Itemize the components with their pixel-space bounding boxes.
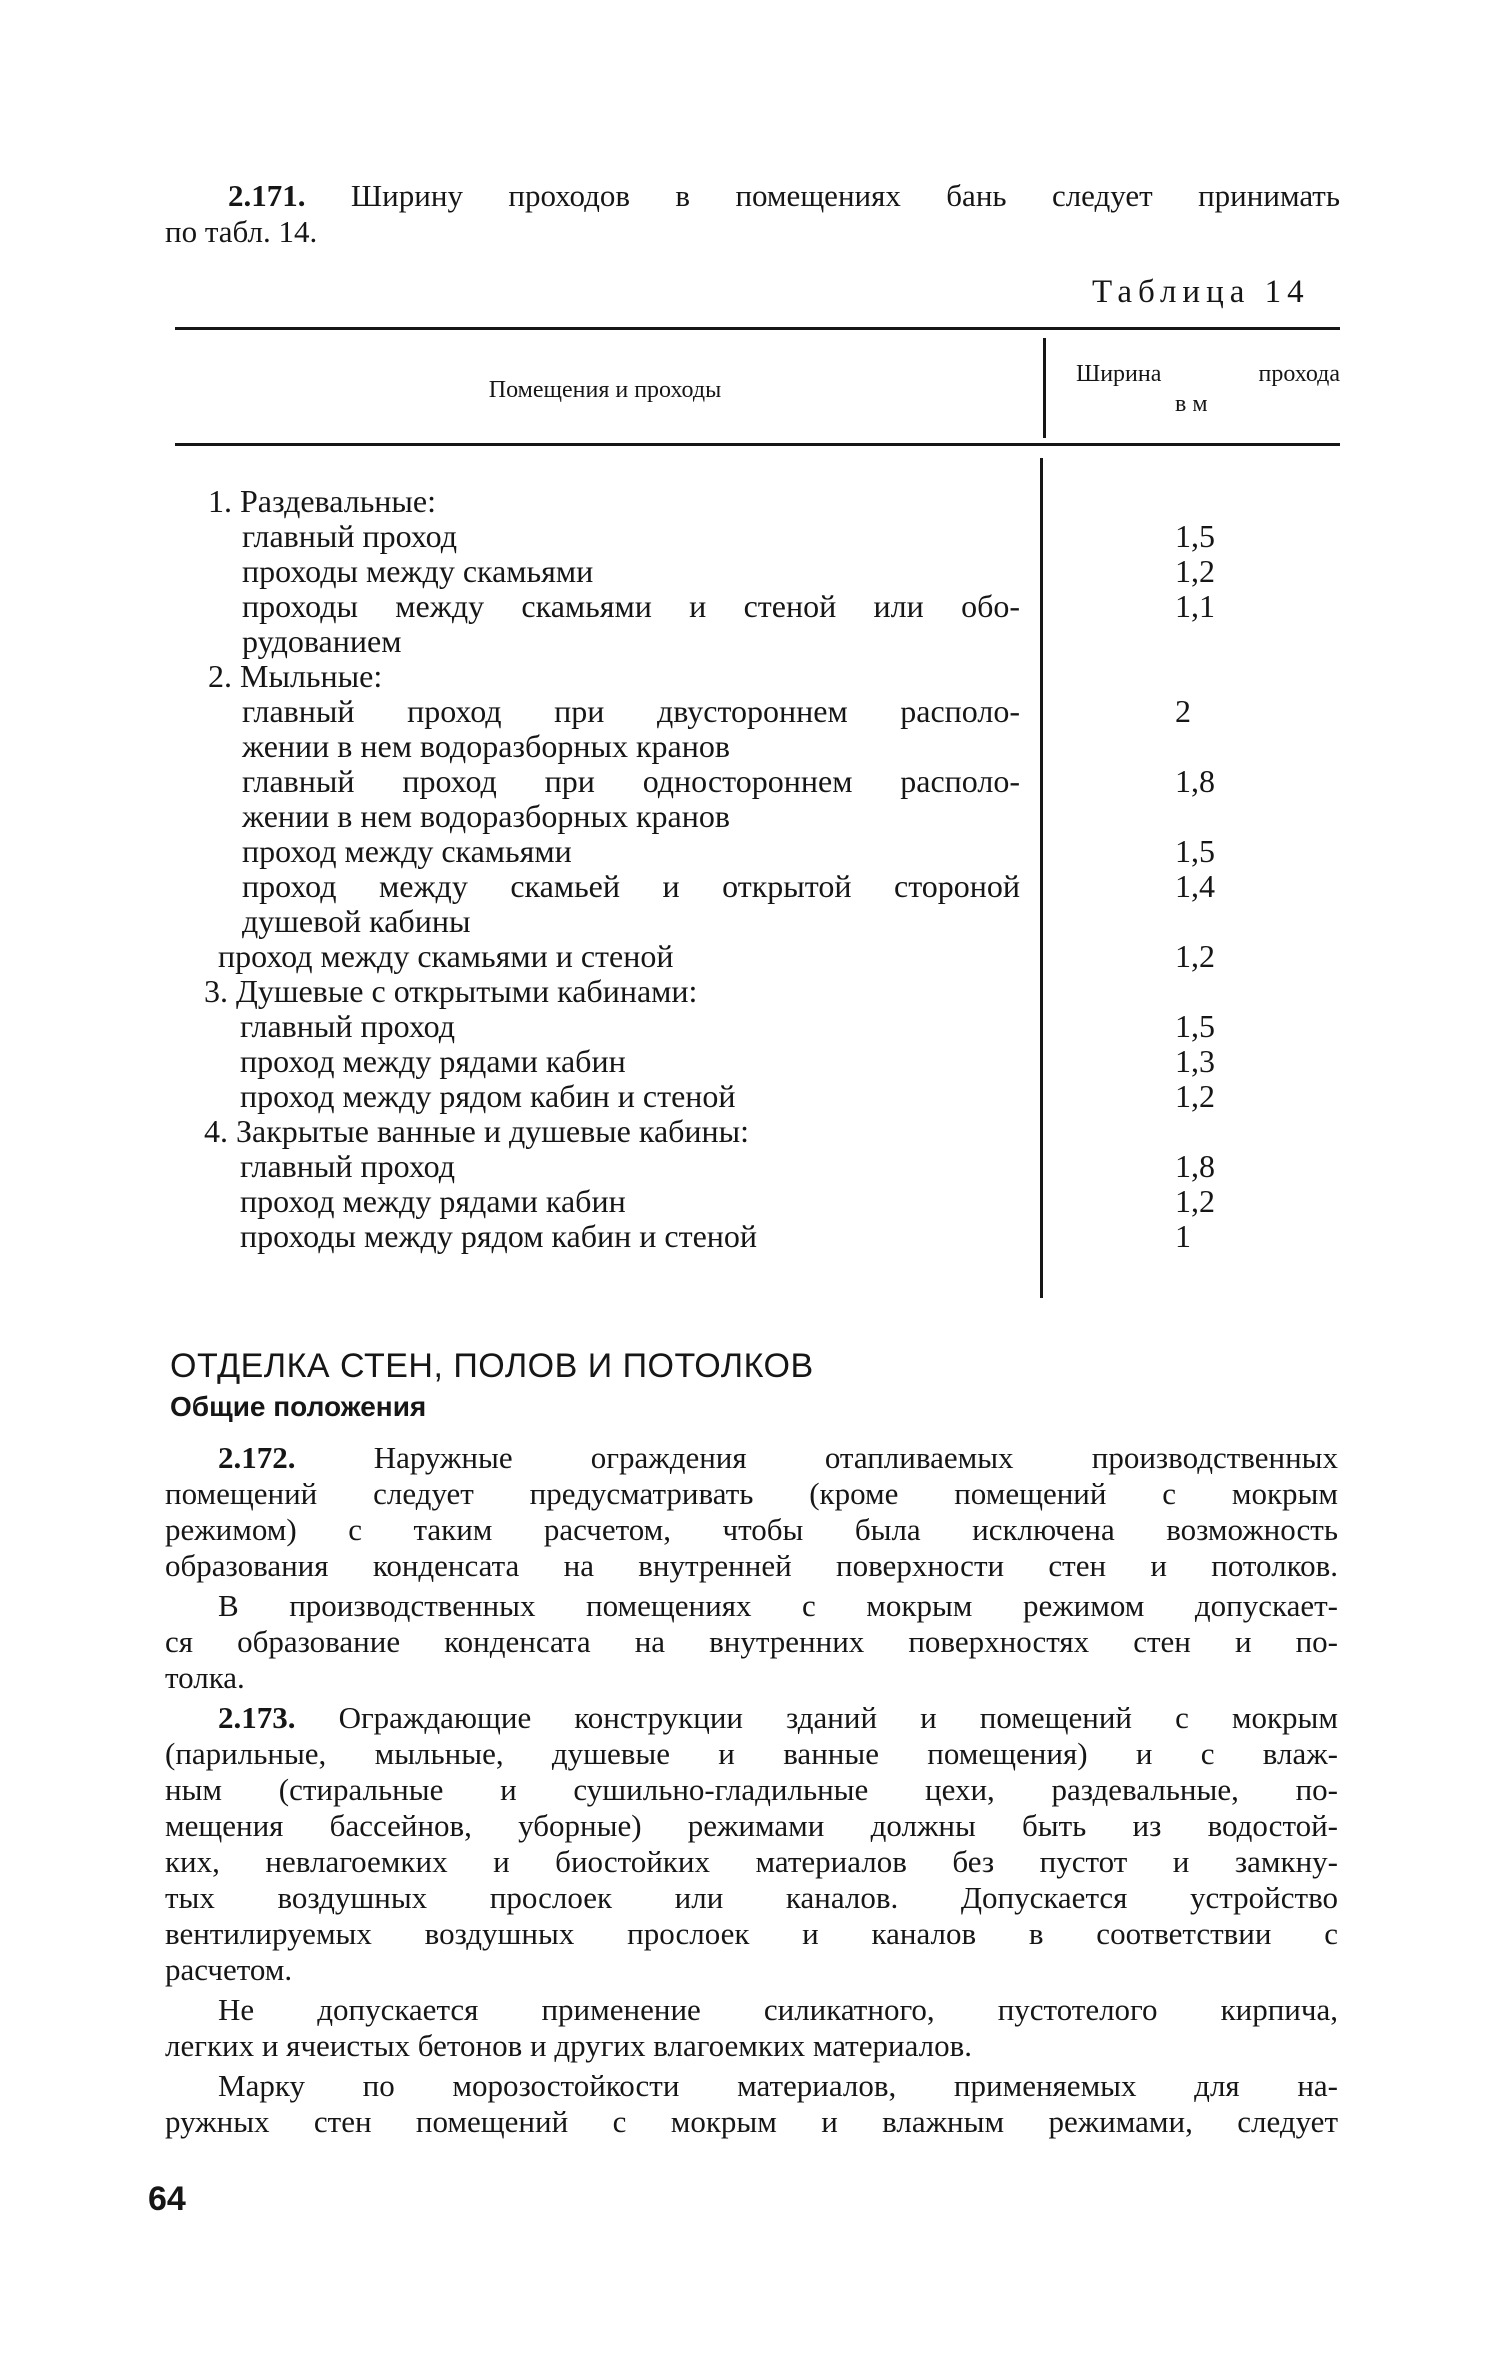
table-header-divider: [1043, 338, 1046, 438]
paragraph-2-171-line-1: 2.171. Ширину проходов в помещениях бань следует принимать: [228, 178, 1340, 213]
header-rooms-and-passages: Помещения и проходы: [488, 377, 722, 403]
table-row-text: проходы между скамьями: [242, 553, 594, 589]
clause-number: 2.173.: [218, 1700, 296, 1735]
table-row-text: главный проход при одностороннем располо-: [242, 763, 1020, 799]
table-row-text: жении в нем водоразборных кранов: [242, 798, 730, 834]
paragraph-2-173c-line: ружных стен помещений с мокрым и влажным режимами, следует: [165, 2104, 1338, 2139]
paragraph-2-172-line: 2.172. Наружные ограждения отапливаемых производственных: [218, 1440, 1338, 1475]
table-row-value: 1,5: [1175, 518, 1215, 554]
table-row-text: главный проход при двустороннем располо-: [242, 693, 1020, 729]
table-body-divider: [1040, 458, 1043, 1298]
table-row-text: проход между рядами кабин: [240, 1183, 626, 1219]
page-number: 64: [148, 2180, 186, 2218]
table-row-text: проход между рядами кабин: [240, 1043, 626, 1079]
table-row-text: душевой кабины: [242, 903, 471, 939]
paragraph-2-172-line: образования конденсата на внутренней поверхности стен и потолков.: [165, 1548, 1338, 1583]
table-row-value: 1,8: [1175, 1148, 1215, 1184]
paragraph-2-172b-line: В производственных помещениях с мокрым режимом допускает-: [218, 1588, 1338, 1623]
paragraph-2-173-line: вентилируемых воздушных прослоек и каналов в соответствии с: [165, 1916, 1338, 1951]
table-row-value: 1,2: [1175, 1078, 1215, 1114]
table-row-text: проходы между рядом кабин и стеной: [240, 1218, 758, 1254]
table-row-text: жении в нем водоразборных кранов: [242, 728, 730, 764]
table-row-value: 1,8: [1175, 763, 1215, 799]
table-row-value: 1,5: [1175, 833, 1215, 869]
table-row-text: 3. Душевые с открытыми кабинами:: [204, 973, 698, 1009]
table-row-value: 1,2: [1175, 1183, 1215, 1219]
paragraph-2-172b-line: ся образование конденсата на внутренних поверхностях стен и по-: [165, 1624, 1338, 1659]
paragraph-2-172b-line: толка.: [165, 1660, 245, 1695]
paragraph-2-173-line: 2.173. Ограждающие конструкции зданий и помещений с мокрым: [218, 1700, 1339, 1735]
table-row-text: главный проход: [242, 518, 457, 554]
table-row-text: проход между скамьями: [242, 833, 572, 869]
table-row-value: 1,2: [1175, 553, 1215, 589]
table-row-text: 2. Мыльные:: [208, 658, 383, 694]
paragraph-2-173-line: расчетом.: [165, 1952, 293, 1987]
table-row-text: проход между скамьей и открытой стороной: [242, 868, 1020, 904]
table-row-value: 1,1: [1175, 588, 1215, 624]
clause-number: 2.171.: [228, 178, 306, 213]
table-header-bottom-rule: [175, 443, 1340, 446]
section-title: ОТДЕЛКА СТЕН, ПОЛОВ И ПОТОЛКОВ: [170, 1347, 814, 1385]
subsection-title: Общие положения: [170, 1391, 427, 1422]
paragraph-2-173-line: ких, невлагоемких и биостойких материалов без пустот и замкну-: [165, 1844, 1338, 1879]
paragraph-2-172-line: режимом) с таким расчетом, чтобы была исключена возможность: [165, 1512, 1338, 1547]
paragraph-2-173-line: мещения бассейнов, уборные) режимами должны быть из водостой-: [165, 1808, 1338, 1843]
table-row-value: 1,3: [1175, 1043, 1215, 1079]
table-row-text: рудованием: [242, 623, 402, 659]
table-row-text: проход между скамьями и стеной: [218, 938, 674, 974]
paragraph-2-173-line: тых воздушных прослоек или каналов. Допускается устройство: [165, 1880, 1338, 1915]
table-row-text: главный проход: [240, 1008, 455, 1044]
table-row-text: главный проход: [240, 1148, 455, 1184]
paragraph-2-173b-line: Не допускается применение силикатного, пустотелого кирпича,: [218, 1992, 1338, 2027]
table-row-value: 2: [1175, 693, 1191, 729]
table-row-text: проходы между скамьями и стеной или обо-: [242, 588, 1020, 624]
table-row-text: 4. Закрытые ванные и душевые кабины:: [204, 1113, 750, 1149]
table-row-value: 1: [1175, 1218, 1191, 1254]
table-row-value: 1,5: [1175, 1008, 1215, 1044]
table-top-rule: [175, 327, 1340, 330]
clause-number: 2.172.: [218, 1440, 296, 1475]
paragraph-2-171-line-2: по табл. 14.: [165, 214, 318, 249]
table-row-value: 1,2: [1175, 938, 1215, 974]
paragraph-2-173-line: ным (стиральные и сушильно-гладильные цехи, раздевальные, по-: [165, 1772, 1338, 1807]
paragraph-2-173c-line: Марку по морозостойкости материалов, применяемых для на-: [218, 2068, 1338, 2103]
header-width-line-2: в м: [1175, 391, 1208, 417]
paragraph-2-173b-line: легких и ячеистых бетонов и других влагоемких материалов.: [165, 2028, 972, 2063]
header-width-line-1: Ширина прохода: [1076, 361, 1340, 387]
table-row-text: 1. Раздевальные:: [208, 483, 436, 519]
table-caption: Таблица 14: [1092, 274, 1310, 310]
table-row-value: 1,4: [1175, 868, 1215, 904]
table-row-text: проход между рядом кабин и стеной: [240, 1078, 736, 1114]
paragraph-2-173-line: (парильные, мыльные, душевые и ванные помещения) и с влаж-: [165, 1736, 1338, 1771]
paragraph-2-172-line: помещений следует предусматривать (кроме помещений с мокрым: [165, 1476, 1338, 1511]
